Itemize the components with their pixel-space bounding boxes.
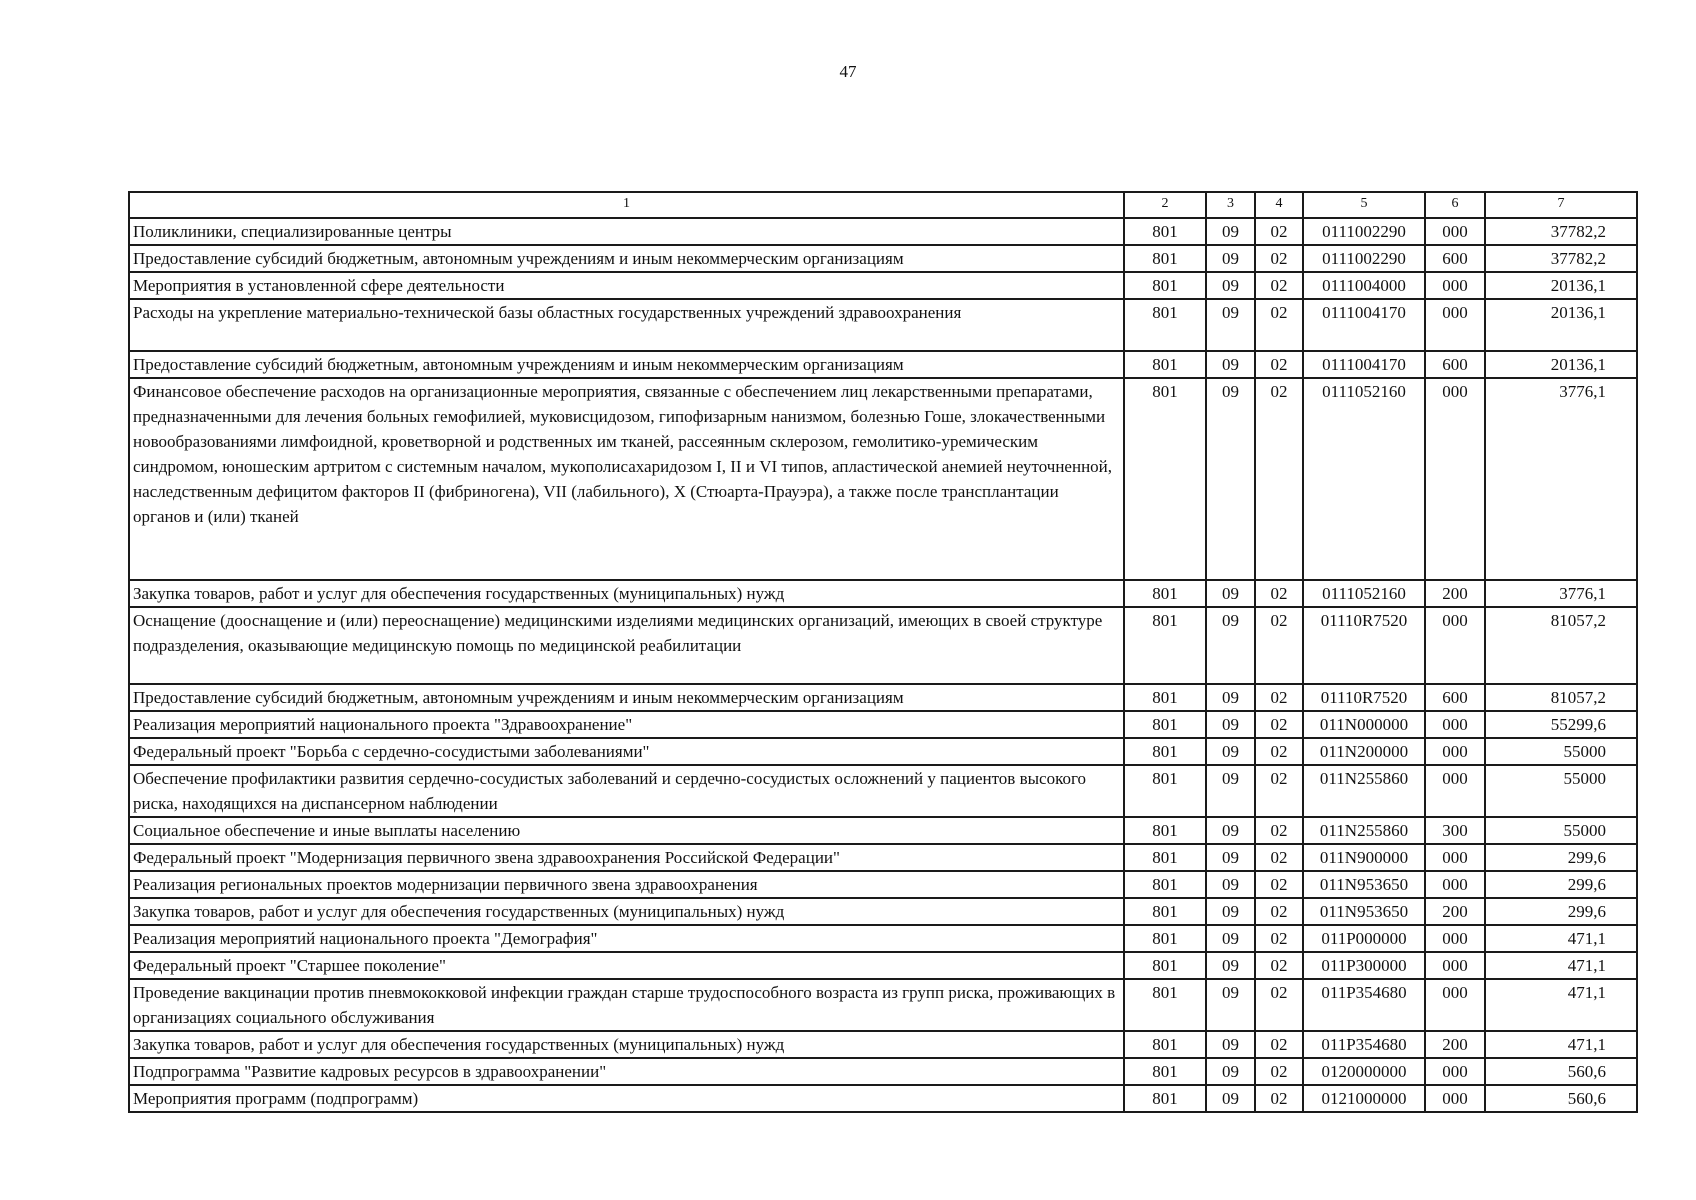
- row-code-admin: 801: [1124, 871, 1206, 898]
- row-amount: 471,1: [1485, 1031, 1637, 1058]
- row-code-target: 011N255860: [1303, 817, 1425, 844]
- row-name: Закупка товаров, работ и услуг для обеспечения государственных (муниципальных) нужд: [129, 580, 1124, 607]
- row-name: Реализация мероприятий национального проекта "Демография": [129, 925, 1124, 952]
- row-code-section: 09: [1206, 844, 1255, 871]
- row-amount: 471,1: [1485, 952, 1637, 979]
- row-amount: 81057,2: [1485, 607, 1637, 684]
- row-amount: 299,6: [1485, 871, 1637, 898]
- row-code-section: 09: [1206, 1058, 1255, 1085]
- row-code-admin: 801: [1124, 378, 1206, 580]
- row-code-subsection: 02: [1255, 351, 1303, 378]
- table-row: [129, 351, 1637, 378]
- row-code-admin: 801: [1124, 580, 1206, 607]
- row-code-admin: 801: [1124, 1031, 1206, 1058]
- column-header: 5: [1303, 192, 1425, 218]
- row-code-section: 09: [1206, 738, 1255, 765]
- column-header: 2: [1124, 192, 1206, 218]
- row-amount: 299,6: [1485, 844, 1637, 871]
- column-header: 3: [1206, 192, 1255, 218]
- row-code-expense-type: 000: [1425, 844, 1485, 871]
- row-amount: 55000: [1485, 765, 1637, 817]
- row-name: Предоставление субсидий бюджетным, автономным учреждениям и иным некоммерческим организациям: [129, 351, 1124, 378]
- row-name: Закупка товаров, работ и услуг для обеспечения государственных (муниципальных) нужд: [129, 898, 1124, 925]
- row-code-subsection: 02: [1255, 218, 1303, 245]
- row-code-subsection: 02: [1255, 684, 1303, 711]
- table-body: [129, 218, 1637, 1112]
- row-code-target: 011N953650: [1303, 871, 1425, 898]
- row-code-subsection: 02: [1255, 299, 1303, 351]
- row-code-expense-type: 000: [1425, 871, 1485, 898]
- table-row: [129, 580, 1637, 607]
- row-code-target: 0111052160: [1303, 580, 1425, 607]
- row-code-expense-type: 000: [1425, 607, 1485, 684]
- row-code-section: 09: [1206, 765, 1255, 817]
- row-code-target: 011N200000: [1303, 738, 1425, 765]
- row-code-expense-type: 200: [1425, 1031, 1485, 1058]
- row-code-expense-type: 000: [1425, 378, 1485, 580]
- row-code-section: 09: [1206, 607, 1255, 684]
- row-code-expense-type: 000: [1425, 925, 1485, 952]
- row-amount: 20136,1: [1485, 299, 1637, 351]
- table-row: [129, 817, 1637, 844]
- table-row: [129, 952, 1637, 979]
- table-row: [129, 218, 1637, 245]
- row-amount: 299,6: [1485, 898, 1637, 925]
- row-code-admin: 801: [1124, 979, 1206, 1031]
- row-code-target: 0111004170: [1303, 351, 1425, 378]
- row-code-target: 011N000000: [1303, 711, 1425, 738]
- row-code-subsection: 02: [1255, 765, 1303, 817]
- row-code-section: 09: [1206, 378, 1255, 580]
- row-name: Финансовое обеспечение расходов на организационные мероприятия, связанные с обеспечением лиц лекарственными препаратами, предназначенными для лечения больных гемофилией, муковисцидозом, гипофизарным нанизмом, болезнью Гоше, злокачественными новообразованиями лимфоидной, кроветворной и родственных им тканей, рассеянным склерозом, гемолитико-уремическим синдромом, юношеским артритом с системным началом, мукополисахаридозом I, II и VI типов, апластической анемией неуточненной, наследственным дефицитом факторов II (фибриногена), VII (лабильного), X (Стюарта-Прауэра), а также после трансплантации органов и (или) тканей: [129, 378, 1124, 580]
- row-code-subsection: 02: [1255, 1058, 1303, 1085]
- row-amount: 37782,2: [1485, 245, 1637, 272]
- row-amount: 471,1: [1485, 925, 1637, 952]
- row-code-expense-type: 000: [1425, 272, 1485, 299]
- page-number: 47: [839, 62, 857, 81]
- row-code-subsection: 02: [1255, 607, 1303, 684]
- row-code-subsection: 02: [1255, 1085, 1303, 1112]
- row-code-target: 011N900000: [1303, 844, 1425, 871]
- row-code-admin: 801: [1124, 351, 1206, 378]
- row-code-section: 09: [1206, 299, 1255, 351]
- row-code-subsection: 02: [1255, 580, 1303, 607]
- column-header: 4: [1255, 192, 1303, 218]
- row-code-admin: 801: [1124, 218, 1206, 245]
- row-code-section: 09: [1206, 351, 1255, 378]
- row-amount: 560,6: [1485, 1085, 1637, 1112]
- row-code-admin: 801: [1124, 952, 1206, 979]
- row-code-expense-type: 600: [1425, 684, 1485, 711]
- table-row: [129, 684, 1637, 711]
- row-amount: 3776,1: [1485, 378, 1637, 580]
- row-name: Обеспечение профилактики развития сердечно-сосудистых заболеваний и сердечно-сосудистых осложнений у пациентов высокого риска, находящихся на диспансерном наблюдении: [129, 765, 1124, 817]
- row-code-expense-type: 600: [1425, 245, 1485, 272]
- row-code-section: 09: [1206, 871, 1255, 898]
- row-code-subsection: 02: [1255, 1031, 1303, 1058]
- row-code-subsection: 02: [1255, 925, 1303, 952]
- row-code-admin: 801: [1124, 245, 1206, 272]
- table-row: [129, 871, 1637, 898]
- row-amount: 55000: [1485, 738, 1637, 765]
- row-code-expense-type: 000: [1425, 979, 1485, 1031]
- table-row: [129, 272, 1637, 299]
- row-code-section: 09: [1206, 580, 1255, 607]
- row-code-subsection: 02: [1255, 711, 1303, 738]
- row-name: Мероприятия в установленной сфере деятельности: [129, 272, 1124, 299]
- row-code-target: 011P354680: [1303, 979, 1425, 1031]
- table-row: [129, 1058, 1637, 1085]
- row-code-section: 09: [1206, 218, 1255, 245]
- table-row: [129, 607, 1637, 684]
- row-code-expense-type: 000: [1425, 1085, 1485, 1112]
- table-row: [129, 738, 1637, 765]
- row-code-admin: 801: [1124, 925, 1206, 952]
- row-name: Подпрограмма "Развитие кадровых ресурсов в здравоохранении": [129, 1058, 1124, 1085]
- row-code-subsection: 02: [1255, 245, 1303, 272]
- table-row: [129, 925, 1637, 952]
- column-header: 6: [1425, 192, 1485, 218]
- row-code-section: 09: [1206, 711, 1255, 738]
- row-code-subsection: 02: [1255, 378, 1303, 580]
- table-row: [129, 844, 1637, 871]
- row-code-admin: 801: [1124, 1058, 1206, 1085]
- row-code-section: 09: [1206, 1031, 1255, 1058]
- row-amount: 3776,1: [1485, 580, 1637, 607]
- row-code-target: 0111004000: [1303, 272, 1425, 299]
- row-code-subsection: 02: [1255, 817, 1303, 844]
- row-code-target: 011P000000: [1303, 925, 1425, 952]
- table-row: [129, 979, 1637, 1031]
- row-amount: 37782,2: [1485, 218, 1637, 245]
- row-code-section: 09: [1206, 684, 1255, 711]
- row-name: Реализация мероприятий национального проекта "Здравоохранение": [129, 711, 1124, 738]
- row-code-target: 011N255860: [1303, 765, 1425, 817]
- row-code-admin: 801: [1124, 272, 1206, 299]
- table-row: [129, 765, 1637, 817]
- row-name: Оснащение (дооснащение и (или) переоснащение) медицинскими изделиями медицинских организаций, имеющих в своей структуре подразделения, оказывающие медицинскую помощь по медицинской реабилитации: [129, 607, 1124, 684]
- row-name: Предоставление субсидий бюджетным, автономным учреждениям и иным некоммерческим организациям: [129, 684, 1124, 711]
- table-row: [129, 1085, 1637, 1112]
- row-name: Федеральный проект "Модернизация первичного звена здравоохранения Российской Федерации": [129, 844, 1124, 871]
- row-amount: 81057,2: [1485, 684, 1637, 711]
- row-code-subsection: 02: [1255, 844, 1303, 871]
- row-code-subsection: 02: [1255, 272, 1303, 299]
- row-code-expense-type: 600: [1425, 351, 1485, 378]
- row-code-expense-type: 000: [1425, 1058, 1485, 1085]
- row-amount: 471,1: [1485, 979, 1637, 1031]
- row-code-section: 09: [1206, 898, 1255, 925]
- row-code-target: 0111052160: [1303, 378, 1425, 580]
- table-row: [129, 1031, 1637, 1058]
- row-code-section: 09: [1206, 979, 1255, 1031]
- row-code-expense-type: 000: [1425, 952, 1485, 979]
- row-name: Социальное обеспечение и иные выплаты населению: [129, 817, 1124, 844]
- table-row: [129, 245, 1637, 272]
- table-row: [129, 711, 1637, 738]
- row-code-admin: 801: [1124, 765, 1206, 817]
- row-amount: 55299,6: [1485, 711, 1637, 738]
- row-name: Поликлиники, специализированные центры: [129, 218, 1124, 245]
- row-code-admin: 801: [1124, 898, 1206, 925]
- row-amount: 560,6: [1485, 1058, 1637, 1085]
- row-code-subsection: 02: [1255, 871, 1303, 898]
- row-name: Мероприятия программ (подпрограмм): [129, 1085, 1124, 1112]
- row-name: Предоставление субсидий бюджетным, автономным учреждениям и иным некоммерческим организациям: [129, 245, 1124, 272]
- row-code-admin: 801: [1124, 684, 1206, 711]
- row-code-expense-type: 000: [1425, 218, 1485, 245]
- row-code-subsection: 02: [1255, 979, 1303, 1031]
- row-code-section: 09: [1206, 925, 1255, 952]
- row-code-section: 09: [1206, 952, 1255, 979]
- row-code-subsection: 02: [1255, 898, 1303, 925]
- row-code-expense-type: 000: [1425, 738, 1485, 765]
- budget-table: [128, 191, 1638, 1113]
- row-code-target: 0111004170: [1303, 299, 1425, 351]
- table-header-row: [129, 192, 1637, 218]
- row-code-expense-type: 000: [1425, 711, 1485, 738]
- row-code-admin: 801: [1124, 738, 1206, 765]
- row-code-expense-type: 300: [1425, 817, 1485, 844]
- row-code-section: 09: [1206, 817, 1255, 844]
- row-code-target: 011N953650: [1303, 898, 1425, 925]
- row-code-admin: 801: [1124, 844, 1206, 871]
- row-code-section: 09: [1206, 245, 1255, 272]
- row-code-target: 0121000000: [1303, 1085, 1425, 1112]
- row-code-expense-type: 200: [1425, 580, 1485, 607]
- row-amount: 20136,1: [1485, 351, 1637, 378]
- row-code-admin: 801: [1124, 1085, 1206, 1112]
- row-code-expense-type: 200: [1425, 898, 1485, 925]
- row-code-target: 011P300000: [1303, 952, 1425, 979]
- row-code-admin: 801: [1124, 299, 1206, 351]
- row-code-section: 09: [1206, 1085, 1255, 1112]
- row-code-admin: 801: [1124, 607, 1206, 684]
- row-name: Закупка товаров, работ и услуг для обеспечения государственных (муниципальных) нужд: [129, 1031, 1124, 1058]
- row-code-admin: 801: [1124, 711, 1206, 738]
- table-row: [129, 898, 1637, 925]
- table-row: [129, 299, 1637, 351]
- row-amount: 55000: [1485, 817, 1637, 844]
- column-header: 1: [129, 192, 1124, 218]
- table-row: [129, 378, 1637, 580]
- row-code-expense-type: 000: [1425, 299, 1485, 351]
- row-code-target: 01110R7520: [1303, 684, 1425, 711]
- row-code-admin: 801: [1124, 817, 1206, 844]
- row-name: Реализация региональных проектов модернизации первичного звена здравоохранения: [129, 871, 1124, 898]
- row-code-target: 01110R7520: [1303, 607, 1425, 684]
- row-code-target: 011P354680: [1303, 1031, 1425, 1058]
- column-header: 7: [1485, 192, 1637, 218]
- row-code-subsection: 02: [1255, 738, 1303, 765]
- row-name: Федеральный проект "Борьба с сердечно-сосудистыми заболеваниями": [129, 738, 1124, 765]
- row-amount: 20136,1: [1485, 272, 1637, 299]
- row-code-expense-type: 000: [1425, 765, 1485, 817]
- row-code-target: 0120000000: [1303, 1058, 1425, 1085]
- row-code-target: 0111002290: [1303, 245, 1425, 272]
- row-name: Расходы на укрепление материально-технической базы областных государственных учреждений здравоохранения: [129, 299, 1124, 351]
- row-code-target: 0111002290: [1303, 218, 1425, 245]
- row-code-subsection: 02: [1255, 952, 1303, 979]
- row-name: Федеральный проект "Старшее поколение": [129, 952, 1124, 979]
- row-code-section: 09: [1206, 272, 1255, 299]
- row-name: Проведение вакцинации против пневмококковой инфекции граждан старше трудоспособного возраста из групп риска, проживающих в организациях социального обслуживания: [129, 979, 1124, 1031]
